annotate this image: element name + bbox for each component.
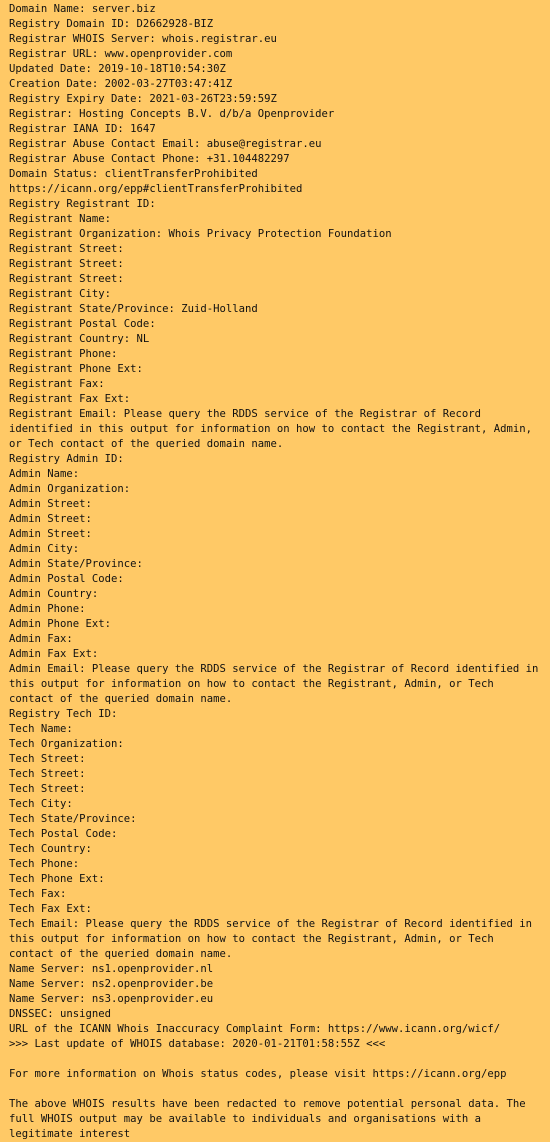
whois-line: Tech Country: (9, 843, 92, 855)
whois-line: Registrant Street: (9, 258, 124, 270)
whois-line: Domain Status: clientTransferProhibited https://icann.org/epp#clientTransferProhibited (9, 168, 303, 195)
whois-line: Registrant Email: Please query the RDDS service of the Registrar of Record identified in this output for information on how to contact the Registrant, Admin, or Tech contact of the queried domain name. (9, 408, 539, 450)
whois-line: Registrant Country: NL (9, 333, 150, 345)
whois-line: DNSSEC: unsigned (9, 1008, 112, 1020)
whois-line: For more information on Whois status codes, please visit https://icann.org/epp (9, 1068, 507, 1080)
whois-line: Admin Postal Code: (9, 573, 124, 585)
whois-line: Name Server: ns3.openprovider.eu (9, 993, 214, 1005)
whois-line: Name Server: ns1.openprovider.nl (9, 963, 214, 975)
whois-line: Tech Street: (9, 753, 86, 765)
whois-line: Registry Admin ID: (9, 453, 124, 465)
whois-line: Registrar URL: www.openprovider.com (9, 48, 233, 60)
whois-line: Admin State/Province: (9, 558, 143, 570)
whois-line: Registrant Fax Ext: (9, 393, 131, 405)
whois-line (9, 1052, 541, 1067)
whois-line: Tech Email: Please query the RDDS service of the Registrar of Record identified in this output for information on how to contact the Registrant, Admin, or Tech contact of the queried domain name. (9, 918, 539, 960)
whois-line: Admin Street: (9, 528, 92, 540)
whois-line: Registrar WHOIS Server: whois.registrar.eu (9, 33, 277, 45)
whois-line: Admin Country: (9, 588, 99, 600)
whois-line: URL of the ICANN Whois Inaccuracy Complaint Form: https://www.icann.org/wicf/ (9, 1023, 501, 1035)
whois-line: Registrant Street: (9, 273, 124, 285)
whois-line: Admin Phone Ext: (9, 618, 112, 630)
whois-line: Registrant Organization: Whois Privacy Protection Foundation (9, 228, 392, 240)
whois-line: Tech City: (9, 798, 73, 810)
whois-line: Registrant Phone Ext: (9, 363, 143, 375)
whois-line: Admin Email: Please query the RDDS service of the Registrar of Record identified in this output for information on how to contact the Registrant, Admin, or Tech contact of the queried domain name. (9, 663, 545, 705)
whois-line: Registrant State/Province: Zuid-Holland (9, 303, 258, 315)
whois-line: Registrant Fax: (9, 378, 105, 390)
whois-line: >>> Last update of WHOIS database: 2020-01-21T01:58:55Z <<< (9, 1038, 386, 1050)
whois-line: Registrar: Hosting Concepts B.V. d/b/a Openprovider (9, 108, 335, 120)
whois-line: Registrar IANA ID: 1647 (9, 123, 156, 135)
whois-line: Domain Name: server.biz (9, 3, 156, 15)
whois-line: The above WHOIS results have been redacted to remove potential personal data. The full WHOIS output may be available to individuals and organisations with a legitimate interest (9, 1098, 533, 1140)
whois-line: Admin Street: (9, 498, 92, 510)
whois-line: Registrant Postal Code: (9, 318, 156, 330)
whois-line: Tech Fax: (9, 888, 67, 900)
whois-line: Registrant Name: (9, 213, 112, 225)
whois-line: Tech Fax Ext: (9, 903, 92, 915)
whois-line: Registry Expiry Date: 2021-03-26T23:59:59Z (9, 93, 277, 105)
whois-line: Tech State/Province: (9, 813, 137, 825)
whois-line: Registrar Abuse Contact Email: abuse@registrar.eu (9, 138, 322, 150)
whois-line: Tech Postal Code: (9, 828, 118, 840)
whois-line: Admin Fax Ext: (9, 648, 99, 660)
whois-line: Tech Phone Ext: (9, 873, 105, 885)
whois-line (9, 1082, 541, 1097)
whois-line: Admin Organization: (9, 483, 131, 495)
whois-line: Registry Domain ID: D2662928-BIZ (9, 18, 214, 30)
whois-line: Tech Organization: (9, 738, 124, 750)
whois-line: Tech Name: (9, 723, 73, 735)
whois-line: Admin Street: (9, 513, 92, 525)
whois-line: Admin Fax: (9, 633, 73, 645)
whois-line: Creation Date: 2002-03-27T03:47:41Z (9, 78, 233, 90)
whois-line: Name Server: ns2.openprovider.be (9, 978, 214, 990)
whois-line: Registry Tech ID: (9, 708, 118, 720)
whois-line: Registrant Phone: (9, 348, 118, 360)
whois-line: Admin Name: (9, 468, 80, 480)
whois-line: Admin Phone: (9, 603, 86, 615)
whois-line: Registrant Street: (9, 243, 124, 255)
whois-line: Tech Phone: (9, 858, 80, 870)
whois-line: Tech Street: (9, 783, 86, 795)
whois-line: Registrant City: (9, 288, 112, 300)
whois-line: Registry Registrant ID: (9, 198, 156, 210)
whois-line: Registrar Abuse Contact Phone: +31.104482297 (9, 153, 290, 165)
whois-line: Updated Date: 2019-10-18T10:54:30Z (9, 63, 226, 75)
whois-line: Admin City: (9, 543, 80, 555)
whois-line: Tech Street: (9, 768, 86, 780)
